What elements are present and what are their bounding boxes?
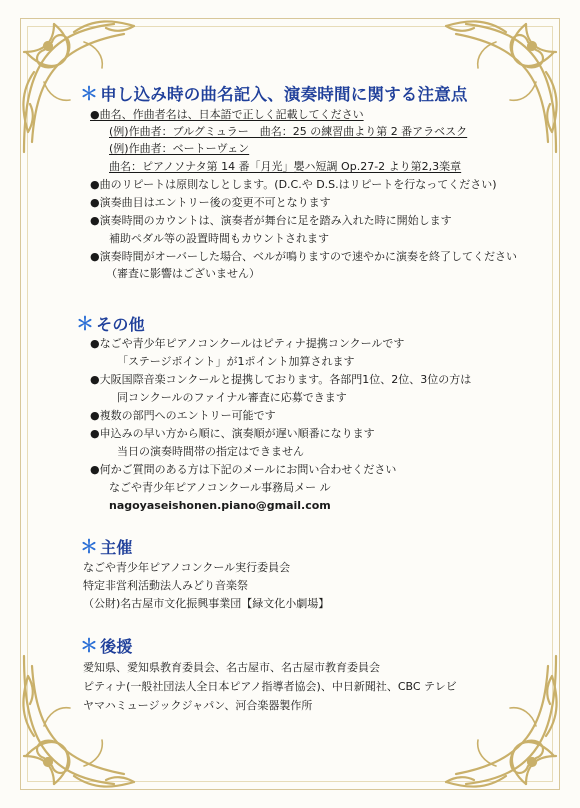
- section-title-other: ＊ その他: [76, 314, 145, 335]
- notes-line: (例)作曲者：ブルグミュラー 曲名：25 の練習曲より第 2 番アラベスク: [109, 125, 468, 138]
- organizer-line: （公財)名古屋市文化振興事業団【緑文化小劇場】: [83, 597, 330, 610]
- asterisk-icon: ＊: [80, 537, 99, 558]
- support-line: 愛知県、愛知県教育委員会、名古屋市、名古屋市教育委員会: [83, 661, 380, 674]
- other-line: ●何かご質問のある方は下記のメールにお問い合わせください: [90, 463, 397, 476]
- section-title-notes: ＊ 申し込み時の曲名記入、演奏時間に関する注意点: [80, 84, 468, 105]
- organizer-line: なごや青少年ピアノコンクール実行委員会: [83, 561, 291, 574]
- other-line: 「ステージポイント」が1ポイント加算されます: [117, 355, 355, 368]
- asterisk-icon: ＊: [80, 84, 99, 105]
- notes-line: (例)作曲者：ベートーヴェン: [109, 142, 250, 155]
- notes-line: 補助ペダル等の設置時間もカウントされます: [109, 232, 329, 245]
- notes-line: （審査に影響はございません）: [106, 267, 260, 280]
- other-line: 同コンクールのファイナル審査に応募できます: [117, 391, 347, 404]
- other-line: ●大阪国際音楽コンクールと提携しております。各部門1位、2位、3位の方は: [90, 373, 472, 386]
- support-line: ヤマハミュージックジャパン、河合楽器製作所: [83, 699, 313, 712]
- contact-email-link[interactable]: nagoyaseishonen.piano@gmail.com: [109, 499, 331, 512]
- notes-line: ●演奏曲目はエントリー後の変更不可となります: [90, 196, 331, 209]
- other-line: 当日の演奏時間帯の指定はできません: [117, 445, 304, 458]
- notes-line: ●曲のリピートは原則なしとします。(D.C.や D.S.はリピートを行なってください): [90, 178, 497, 191]
- organizer-line: 特定非営利活動法人みどり音楽祭: [83, 579, 248, 592]
- other-line: ●なごや青少年ピアノコンクールはピティナ提携コンクールです: [90, 337, 405, 350]
- asterisk-icon: ＊: [76, 314, 95, 335]
- section-title-support: ＊ 後援: [80, 636, 133, 657]
- other-line: なごや青少年ピアノコンクール事務局メー ル: [109, 481, 331, 494]
- section-title-organizer: ＊ 主催: [80, 537, 133, 558]
- notes-line: ●演奏時間がオーバーした場合、ベルが鳴りますので速やかに演奏を終了してください: [90, 250, 518, 263]
- notes-line: ●曲名、作曲者名は、日本語で正しく記載してください: [90, 108, 364, 121]
- other-line: ●複数の部門へのエントリー可能です: [90, 409, 276, 422]
- asterisk-icon: ＊: [80, 636, 99, 657]
- notes-line: 曲名：ピアノソナタ第 14 番「月光」嬰ハ短調 Op.27-2 より第2,3楽章: [109, 160, 462, 173]
- support-line: ピティナ(一般社団法人全日本ピアノ指導者協会)、中日新聞社、CBC テレビ: [83, 680, 457, 693]
- other-line: ●申込みの早い方から順に、演奏順が遅い順番になります: [90, 427, 375, 440]
- notes-line: ●演奏時間のカウントは、演奏者が舞台に足を踏み入れた時に開始します: [90, 214, 452, 227]
